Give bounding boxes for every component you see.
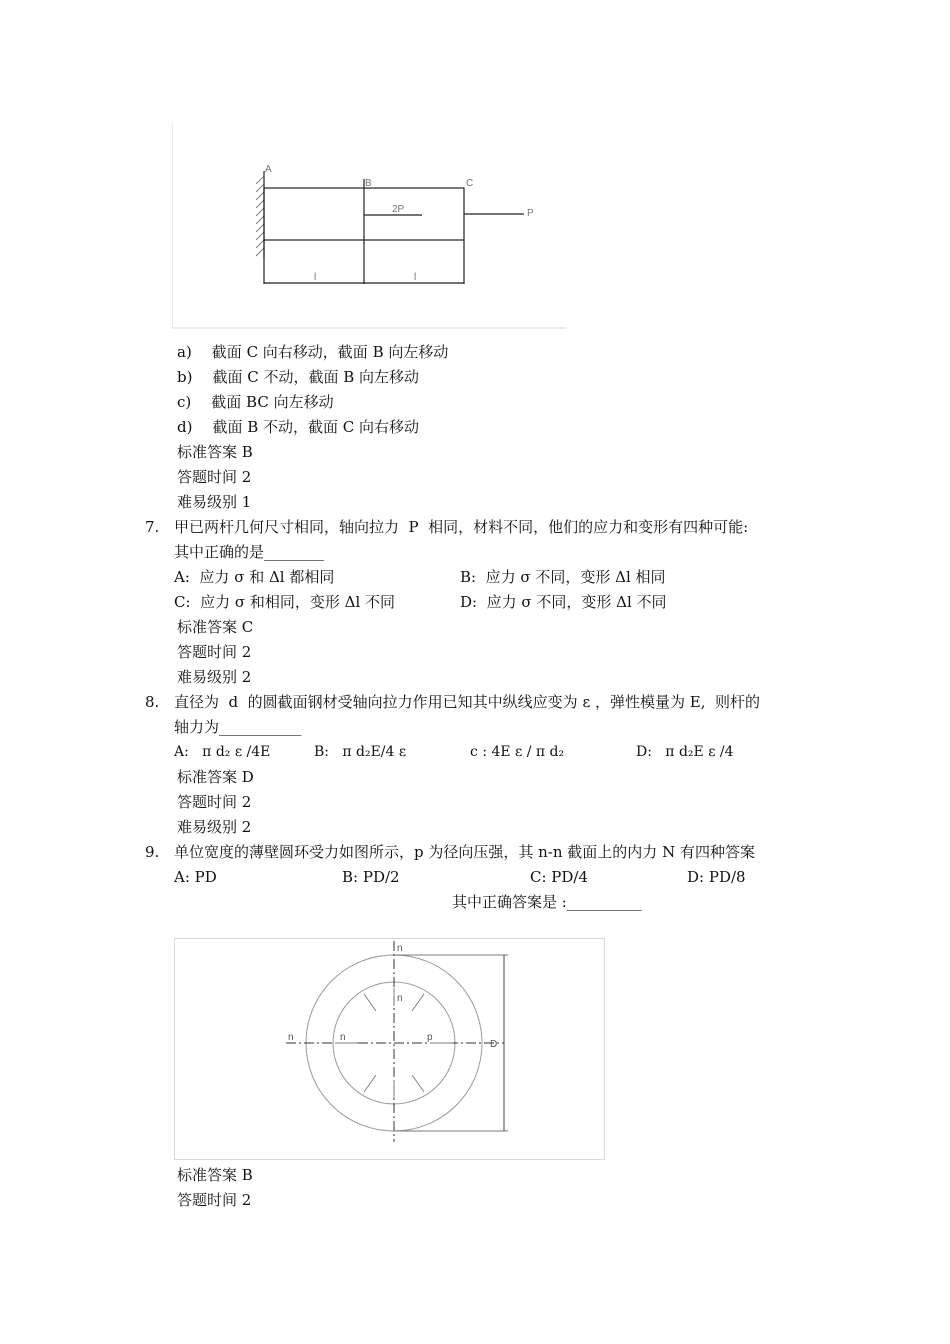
q8-time: 答题时间 2 [177,793,252,811]
q9-option-c: C: PD/4 [530,868,589,886]
q9-number: 9. [145,843,160,861]
q9-option-d: D: PD/8 [687,868,746,886]
label-n-left2: n [340,1032,346,1043]
option-letter: b) [177,368,193,386]
q6-option-b [177,368,419,386]
option-letter: c) [177,393,192,411]
option-text: 截面 BC 向左移动 [211,393,334,411]
q7-option-d: D: 应力 σ 不同，变形 Δl 不同 [460,593,667,611]
q7-text-line1: 甲已两杆几何尺寸相同，轴向拉力 P 相同，材料不同，他们的应力和变形有四种可能: [174,518,749,536]
q6-option-c [177,393,334,411]
q9-time: 答题时间 2 [177,1191,252,1209]
q8-text-line1: 直径为 d 的圆截面钢材受轴向拉力作用已知其中纵线应变为 ε ，弹性模量为 E, 则杆的 [174,693,761,711]
label-b: B [365,178,372,189]
q7-answer: 标准答案 C [177,618,254,636]
q7-number: 7. [145,518,160,536]
q7-option-b: B: 应力 σ 不同，变形 Δl 相同 [460,568,666,586]
option-text: 截面 C 不动，截面 B 向左移动 [212,368,420,386]
label-n-inner: n [397,993,403,1004]
q8-option-b: B: π d₂E/4 ε [314,744,407,760]
q9-option-a: A: PD [174,868,217,886]
label-d: D [490,1039,498,1050]
option-letter: a) [177,343,192,361]
label-l2: l [414,272,417,283]
label-a: A [265,164,272,175]
q9-answer: 标准答案 B [177,1166,253,1184]
q9-answer-prompt: 其中正确答案是 :__________ [452,893,642,911]
q7-option-a: A: 应力 σ 和 Δl 都相同 [174,568,335,586]
option-text: 截面 C 向右移动，截面 B 向左移动 [211,343,449,361]
label-c: C [466,178,474,189]
label-n-top: n [397,943,403,954]
q7-time: 答题时间 2 [177,643,252,661]
q7-level: 难易级别 2 [177,668,252,686]
q6-option-d [177,418,419,436]
label-l1: l [314,272,317,283]
q8-option-c: c : 4E ε / π d₂ [470,744,565,760]
q6-level: 难易级别 1 [177,493,252,511]
q8-text-line2: 轴力为___________ [174,718,302,736]
bar-diagram-figure [172,124,568,330]
q6-answer: 标准答案 B [177,443,253,461]
q8-answer: 标准答案 D [177,768,254,786]
q6-time: 答题时间 2 [177,468,252,486]
label-p: P [527,208,534,219]
q8-option-d: D: π d₂E ε /4 [636,744,734,760]
q9-text-line1: 单位宽度的薄壁圆环受力如图所示，p 为径向压强，其 n-n 截面上的内力 N 有四种答案 [174,843,755,861]
option-letter: d) [177,418,193,436]
label-p: p [427,1032,433,1043]
q6-option-a [177,343,448,361]
q8-option-a: A: π d₂ ε /4E [174,744,271,760]
option-text: 截面 B 不动，截面 C 向右移动 [212,418,420,436]
q8-level: 难易级别 2 [177,818,252,836]
q8-number: 8. [145,693,160,711]
label-2p: 2P [392,204,405,215]
ring-diagram-figure [174,938,606,1162]
q9-option-b: B: PD/2 [342,868,400,886]
label-n-left: n [288,1032,294,1043]
q7-option-c: C: 应力 σ 和相同，变形 Δl 不同 [174,593,396,611]
q7-text-line2: 其中正确的是________ [174,543,325,561]
